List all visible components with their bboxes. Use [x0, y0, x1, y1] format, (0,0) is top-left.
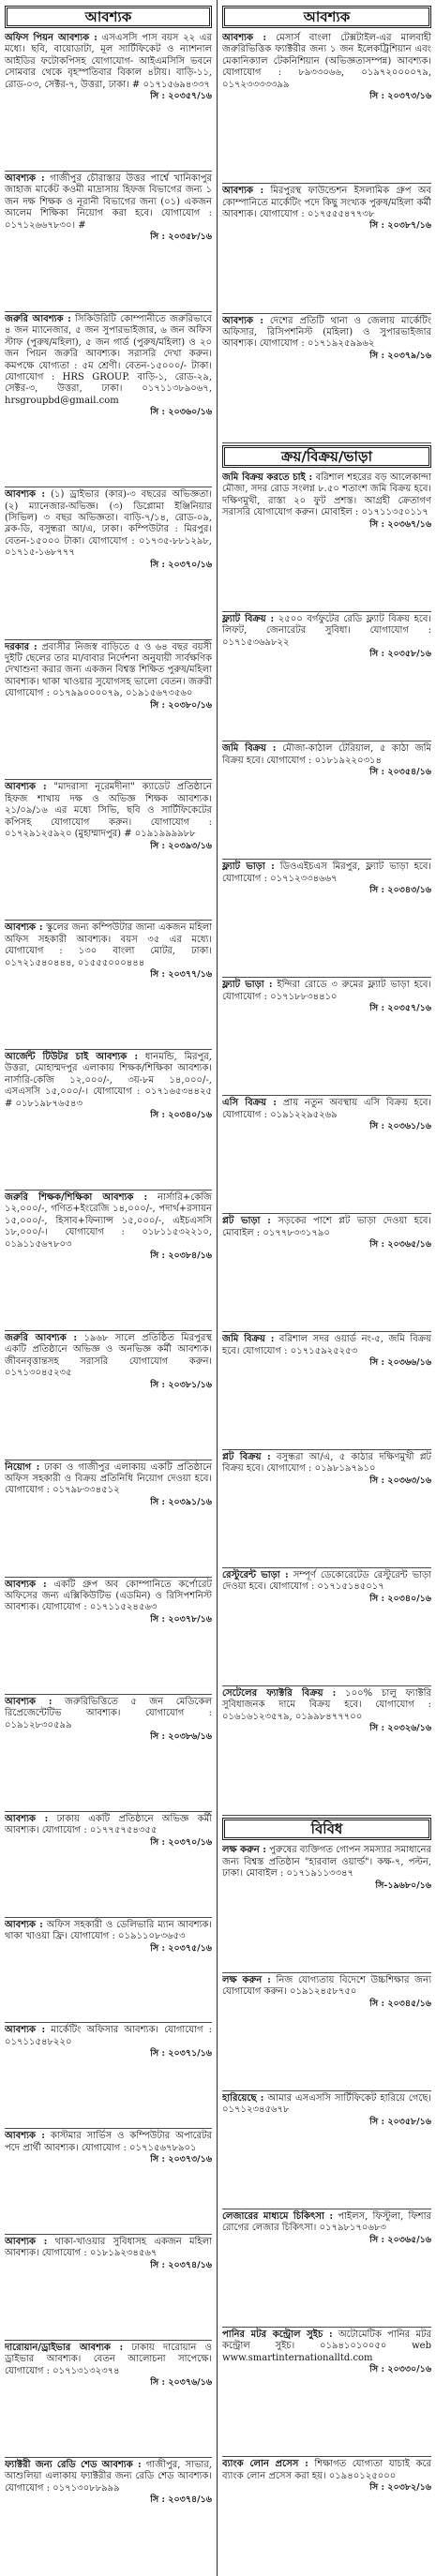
ad-title: আবশ্যক :	[5, 1813, 49, 1824]
ad-title: আর্জেন্ট টিউটর চাই আবশ্যক :	[5, 1052, 139, 1062]
ad-code: সি : ২০৩৯১/১৬	[150, 1496, 212, 1507]
ad-title: জমি বিক্রয় :	[222, 1334, 275, 1345]
section-heading: ক্রয়/বিক্রয়/ভাড়া	[222, 445, 431, 468]
ad-code: সি : ২০৩৫৪/১৬	[369, 766, 431, 777]
ad-title: ফ্ল্যাট বিক্রয় :	[222, 613, 275, 624]
ad-body: ১০০% চালু ফ্যাক্টরি সুবিধাজনক দামে বিক্রয় হবে। যোগাযোগ : ০১৬১৬১২৩৫৭৯, ০১৯৯৮৪৭৭৭০০	[222, 1688, 431, 1722]
ad-body: ঢাকায় একটি প্রতিষ্ঠানে অভিজ্ঞ কর্মী আবশ্যক। যোগাযোগ : ০১৭৭৫৭৫৪৩৫৫	[5, 1813, 212, 1836]
ad-code: সি-১৯৬৮০/১৬	[375, 1880, 431, 1891]
ad-code: সি : ২০৩৭৪/১৬	[150, 2494, 212, 2506]
classified-ad	[5, 31, 212, 172]
ad-title: ব্যাংক লোন প্রসেস :	[222, 2459, 308, 2470]
ad-code: সি : ২০৩৭১/১৬	[150, 2048, 212, 2059]
ad-body: দেশের প্রতিটি থানা ও জেলায় মার্কেটিং অফিসার, রিসিপশনিস্ট (মহিলা) ও সুপারভাইজার আবশ্যক। যোগাযোগ : ০১৭১৯২৫৯৯৬২	[222, 315, 431, 350]
ad-body: সড়কের পাশে প্লট ভাড়া দেওয়া হবে। মোবাইল : ০১৭৭৮৩৩১৭৯০	[222, 1216, 431, 1238]
classified-ad	[5, 1050, 212, 1191]
ad-body: নিজ যোগ্যতায় বিদেশে উচ্চশিক্ষার জন্য যোগাযোগ করুন। ০১৯১২৪৫৮৭৫০	[222, 1974, 431, 1998]
ad-code: সি : ২০৩৩০/১৬	[369, 2364, 431, 2374]
ad-code: সি : ২০৩৫৮/১৬	[369, 2116, 431, 2127]
ad-body: ২৫০০ বর্গফুটের রেডি ফ্ল্যাট বিক্রয় হবে। লিফট, জেনারেটর সুবিধা। যোগাযোগ : ০১৭১৫৩৬৯৮২২	[222, 613, 431, 648]
classified-ad	[5, 2023, 212, 2129]
section-heading: বিবিধ	[222, 1818, 431, 1840]
classified-ad	[5, 172, 212, 312]
ad-title: জমি বিক্রয় করতে চাই :	[222, 472, 313, 483]
ad-code: সি : ২০৩৫৭/১৬	[369, 1002, 431, 1013]
ad-body: "মাদরাসা নূরেমদীনা" ক্যাডেট প্রতিষ্ঠানে হিফজ শাখায় দক্ষ ও অভিজ্ঞ শিক্ষক আবশ্যক। ২১/০৯/১৬ এর মধ্যে সিভি, ছবি ও সার্টিফিকেটের কপিসহ যোগাযোগ করুন। যোগাযোগ : ০১৭২৯১২৫৯২০ (মুহাম্মাদপুর) # ০১৯১৯৯৯৯৮৮	[5, 782, 212, 840]
ad-body: পাইলস, ফিস্টুলা, ফিশার রোগের লেজার চিকিৎসা। ০১৭৯৮১৭০৬৮৩	[222, 2210, 431, 2234]
ad-code: সি : ২০৩৭৩/১৬	[150, 2154, 212, 2165]
ad-code: সি : ২০৩৬৫/১৬	[369, 2234, 431, 2245]
ad-code: সি : ২০৩৭৮/১৬	[150, 1613, 212, 1625]
ad-body: গাজীপুর চৌরাস্তার উত্তর পার্শ্বে খানিকাপুর জাহাজ মার্কেট কওমী মাদ্রাসায় হিফজ বিভাগের জন্য ১ জন দক্ষ শিক্ষক ও নূরানী বিভাগের জন্য (০১) একজন আলেম শিক্ষিকা নিয়োগ করা হবে। যোগাযোগ : ০১৭১২৬৬৭৮৩০। #	[5, 172, 212, 231]
ad-body: মৌজা-কাঠাল টেরিয়াল, ৫ কাঠা জমি বিক্রয় হবে। যোগাযোগ : ০১৮১৯২২০৩১৪	[222, 743, 431, 766]
classified-ad	[222, 1214, 431, 1332]
ad-title: জরুরি আবশ্যক :	[5, 1332, 78, 1343]
ad-body: স্কুলের জন্য কম্পিউটার জানা একজন মহিলা অফিস সহকারী আবশ্যক। বয়স ৩৫ এর মধ্যে। যোগাযোগ : ১৩০ বাংলা মোটর, ঢাকা। ০১৭২১৫৪০৪৪৪, ০১৫৫৫০০০৪৪৪	[5, 922, 212, 968]
ad-body: শিক্ষাগত যোগ্যতা যাচাই করে ব্যাংক লোন প্রসেস করা হয়। ০১৯৪০১২৫০০০	[222, 2459, 431, 2481]
ad-body: (১) ড্রাইভার (কার)-৩ বছরের অভিজ্ঞতা। (২) ম্যানেজার-অভিজ্ঞ। (৩) ডিপ্লোমা ইঞ্জিনিয়ার (সিভিল) ৩ বছর অভিজ্ঞতা। বাড়ি-৭/১৪, রোড-০৯, ব্লক-ডি, বসুন্ধরা আ/এ, ঢাকা। কম্পিউটার : মিরপুর। বেতন-১৫০০০ টাকা। যোগাযোগ : ০১৭৩৫-৮৮১২৯৮, ০১৭১৫-১৬৮৭৭৭	[5, 489, 212, 559]
ad-body: ধানমন্ডি, মিরপুর, উত্তরা, মোহাম্মদপুর এলাকায় শিক্ষক/শিক্ষিকা আবশ্যক। নার্সারি-কেজি ১২,০০০/-, ৩য়-৮ম ১৪,০০০/-, এসএসসি ১৫,০০০/-। যোগাযোগ : ০১৭১৬৫৩৪৪২৫ # ০১৮১৯৮৭৬৫৪৩	[5, 1052, 212, 1109]
ad-title: প্লট বিক্রয় :	[222, 1452, 271, 1463]
ad-code: সি : ২০৩৮০/১৬	[150, 699, 212, 711]
ad-title: আবশ্যক :	[5, 489, 46, 501]
ad-code: সি : ২০৩৭০/১৬	[150, 559, 212, 570]
ad-title: লেজারের মাধ্যমে চিকিৎসা :	[222, 2210, 334, 2222]
ad-body: ডিওএইচএস মিরপুর, ফ্ল্যাট ভাড়া হবে। যোগাযোগ : ০১৭১২৩৩৪৬৬৭	[222, 861, 431, 884]
ad-title: জরুরি আবশ্যক :	[5, 313, 71, 324]
classified-ad	[5, 1918, 212, 2024]
ad-title: হারিয়েছে :	[222, 2092, 264, 2104]
ad-title: দরকার :	[5, 641, 38, 652]
classified-ad	[222, 741, 431, 860]
classified-ad	[222, 2209, 431, 2328]
ad-title: আবশ্যক :	[5, 1579, 47, 1590]
ad-body: নার্সারি+কেজি ১২,০০০/-, গণিত+ইংরেজি ১৪,০০০/-, পদার্থ+রসায়ন ১৫,০০০/-, হিসাব+ফিন্যান্স ১৫,০০০/-, এইচএসসি ১৮,০০০/-। যোগাযোগ : ০১৮১১৫৩২২১০, ০১৯১১৫৬৭৮০৩	[5, 1191, 212, 1250]
ad-code: সি : ২০৩৬৬/১৬	[369, 1356, 431, 1368]
section-heading: আবশ্যক	[5, 6, 212, 28]
classified-ad	[222, 1332, 431, 1450]
ad-title: আবশ্যক :	[5, 2131, 45, 2142]
classified-ad	[5, 2235, 212, 2341]
classified-ad	[5, 780, 212, 921]
ad-body: জরুরিভিত্তিতে ৫ জন মেডিকেল রিপ্রেজেন্টেটিভ আবশ্যক। যোগাযোগ : ০১৯১২৮৩০৫৯৯	[5, 1696, 212, 1730]
ad-body: একটি গ্রুপ অব কোম্পানিতে কর্পোরেট অফিসের জন্য এক্সিকিউটিভ (এডমিন) ও রিসিপশনিস্ট আবশ্যক। যোগাযোগ : ০১৭১১৫২৪৫৬৩	[5, 1579, 212, 1613]
ad-title: এসি বিক্রয় :	[222, 1098, 277, 1109]
classified-ad	[5, 640, 212, 781]
ad-code: সি : ২০৩৯৩/১৬	[150, 840, 212, 851]
ad-code: সি : ২০৩৬১/১৬	[369, 1120, 431, 1131]
classified-ad	[5, 1191, 212, 1331]
ad-body: অফিস সহকারী ও ডেলিভারি ম্যান আবশ্যক। থাকা খাওয়া ফ্রি। যোগাযোগ : ০১৯১১০৮৩৬৫৩	[5, 1919, 212, 1942]
ad-code: সি : ২০৩৬৩/১৬	[369, 1475, 431, 1486]
ad-code: সি : ২০৩৮৭/১৬	[369, 220, 431, 232]
classified-ad	[5, 1460, 212, 1578]
classified-ad	[222, 1568, 431, 1686]
ad-code: সি : ২০৩৫৮/১৬	[150, 232, 212, 242]
ad-body: মিরপুরস্থ ফাউন্ডেশন ইসলামিক গ্রুপ অব কোম্পানিতে মার্কেটিং পদে কিছু সংখ্যক পুরুষ/মহিলা কর্মী আবশ্যক। যোগাযোগ : ০১৭৫৫৫৪৭৭৩৮	[222, 186, 431, 220]
ad-title: প্লট ভাড়া :	[222, 1216, 271, 1227]
ad-code: সি : ২০৩৭৪/১৬	[150, 2259, 212, 2270]
ad-body: এসএসসি পাস বয়স ২২ এর মধ্যে। ছবি, বায়োডাটা, মূল সার্টিফিকেট ও ন্যাশনাল আইডির ফটোকপিসহ যোগাযোগ- আইএমসিসি ভবনে সোমবার থেকে বৃহস্পতিবার বিকাল ৪টায়। বাড়ি-১১, রোড-০৩, সেক্টর-৭, উত্তরা, ঢাকা। # ০১৭১৫৬৯৪৩৩৭	[5, 33, 212, 90]
classified-ad	[5, 1578, 212, 1695]
ad-title: আবশ্যক :	[222, 33, 267, 43]
ad-body: প্রবাসীর নিজস্ব বাড়িতে ৫ ও ৬৪ বছর বয়সী দুইটি ছেলের তার মা/বাবার নির্দেশনা অনুযায়ী সার্বক্ষণিক দেখাশুনা করার জন্য একজন বিশ্বস্ত শিক্ষিত পুরুষ/মহিলা আবশ্যক। থাকা খাওয়ার সুযোগসহ ভালো বেতন। জরুরী যোগাযোগ : ০১৭৯৯০০০০৭৯, ০১৯১৫৬৭৩৫৬০	[5, 641, 212, 699]
ad-title: নিয়োগ :	[5, 1461, 40, 1473]
ad-title: আবশ্যক :	[222, 315, 263, 326]
classified-ad	[5, 487, 212, 639]
classified-ad	[222, 314, 431, 443]
ad-code: সি : ২০৩৫৭/১৬	[150, 91, 212, 102]
ad-title: আবশ্যক :	[5, 172, 45, 184]
classified-ad	[222, 2091, 431, 2209]
ad-title: আবশ্যক :	[5, 782, 47, 793]
ad-code: সি : ২০৩৪০/১৬	[369, 1593, 431, 1604]
ad-title: আবশ্যক :	[5, 2025, 46, 2036]
ad-body: বরিশাল সদর ওয়ার্ড নং-৫, জমি বিক্রয় হবে। যোগাযোগ : ০১৭১৫৯২৫২৫৩	[222, 1334, 431, 1356]
ad-code: সি : ২০৩৮১/১৬	[150, 1379, 212, 1390]
classified-ad	[222, 2328, 431, 2457]
classified-ad	[5, 1331, 212, 1460]
ad-body: আমার এসএসসি সার্টিফিকেট হারিয়ে গেছে। ০১৭১২৩৪৫৬৭৮	[222, 2092, 431, 2116]
classified-ad	[222, 31, 431, 184]
ad-code: সি : ২০৩৬০/১৬	[150, 407, 212, 418]
ad-code: সি : ২০৩৭৭/১৬	[150, 969, 212, 981]
ad-title: আবশ্যক :	[222, 186, 264, 197]
ad-code: সি : ২০৩২৬/১৬	[369, 1723, 431, 1734]
ad-title: ফ্ল্যাট ভাড়া :	[222, 980, 273, 991]
ad-title: পানির মটর কন্ট্রোল সুইচ :	[222, 2329, 333, 2340]
ad-code: সি : ২০৩৭৯/১৬	[369, 350, 431, 361]
right-column	[218, 0, 436, 2576]
classified-ad	[222, 612, 431, 741]
ad-body: ঢাকায় দারোয়ান ও ড্রাইভার আবশ্যক। বেতন আলোচনা সাপেক্ষে। যোগাযোগ : ০১৭১৩১৩২৩৭৪	[5, 2342, 212, 2376]
ad-title: আবশ্যক :	[5, 1919, 43, 1930]
ad-code: সি : ২০৩৪০/১৬	[150, 1110, 212, 1121]
ad-code: সি : ২০৩৭৬/১৬	[150, 2376, 212, 2388]
ad-body: কাস্টমার সার্ভিস ও কম্পিউটার অপারেটর পদে প্রার্থী আবশ্যক। যোগাযোগ : ০১৭১৫৬৭৮৯০১	[5, 2131, 212, 2153]
ad-code: সি : ২০৩৬৭/১৬	[369, 518, 431, 530]
ad-body: গাজীপুর, সাভার, আশুলিয়া এলাকায় ফ্যাক্টরীর জন্য রেডি শেড আবশ্যক। যোগাযোগ : ০১৭১৩০৮৮৯৯৯	[5, 2459, 212, 2494]
classified-ad	[222, 860, 431, 978]
ad-code: সি : ২০৩৬৫/১৬	[369, 1238, 431, 1250]
ad-body: ইন্দিরা রোডে ৩ রুমের ফ্ল্যাট ভাড়া হবে। যোগাযোগ : ০১৭১৮৮৩৪৪১০	[222, 980, 431, 1002]
ad-code: সি : ২০৩৪৩/১৬	[369, 884, 431, 895]
section-heading: আবশ্যক	[222, 6, 431, 28]
classified-ad	[222, 1973, 431, 2091]
classified-ad	[222, 184, 431, 313]
ad-code: সি : ২০৩৭০/১৬	[150, 1836, 212, 1848]
ad-code: সি : ২০৩৮৪/১৬	[150, 1251, 212, 1261]
classified-ad	[222, 2457, 431, 2574]
ad-body: মেসার্স বাংলা টেক্সটাইল-এর মালবাহী জরুরিভিত্তিক ফ্যাক্টরীর জন্য ১ জন ইলেকট্রিশিয়ান এবং মেকানিক্যাল টেকনিশিয়ান (অভিজ্ঞতাসম্পন্ন) আবশ্যক। যোগাযোগ : ৮৯৩৩০৬৬, ০১৯৭২০০০০৭৯, ০১৭২৩৩৩৩৩৯৯	[222, 33, 431, 90]
ad-title: আবশ্যক :	[5, 922, 43, 934]
ad-title: অফিস পিয়ন আবশ্যক :	[5, 33, 98, 43]
classified-ad	[5, 2129, 212, 2235]
ad-title: রেস্টুরেন্ট ভাড়া :	[222, 1570, 289, 1581]
ad-title: আবশ্যক :	[5, 2236, 48, 2247]
ad-code: সি : ২০৩৮৬/১৬	[150, 1731, 212, 1743]
ad-body: মার্কেটিং অফিসার আবশ্যক। যোগাযোগ : ০১৭১১৫৪৮২২০	[5, 2025, 212, 2047]
classified-ad	[222, 1450, 431, 1568]
ad-code: সি : ২০৩৭৩/১৬	[369, 91, 431, 102]
ad-title: লক্ষ করুন :	[222, 1974, 271, 1985]
classified-ad	[5, 1695, 212, 1812]
ad-title: ফ্ল্যাট ভাড়া :	[222, 861, 275, 873]
ad-body: থাকা-খাওয়ার সুবিধাসহ একজন মহিলা আবশ্যক। যোগাযোগ : ০১৮১৯২৩৪৫৬৭	[5, 2236, 212, 2259]
classified-ad	[5, 921, 212, 1050]
classified-ad	[222, 1686, 431, 1816]
ad-code: সি : ২০৩৮২/১৬	[369, 2481, 431, 2493]
ad-body: বরিশাল শহরের বড় আলেকান্দা মৌজা, সদর রোড সংলগ্ন ৮.৫০ শতাংশ জমি বিক্রয় হবে। দক্ষিণমুখী, রাস্তা ২০ ফুট প্রশস্ত। আগ্রহী ক্রেতাগণ সরাসরি যোগাযোগ করুন। মোবাইল : ০১৭১১৩৫০১১৭	[222, 472, 431, 518]
ad-body: ঢাকা ও গাজীপুর এলাকায় একটি প্রতিষ্ঠানে অফিস সহকারী ও বিক্রয় প্রতিনিধি নিয়োগ দেওয়া হবে। যোগাযোগ : ০১৭৯৮৩৩৪৫১২	[5, 1461, 212, 1496]
ad-title: ফ্যাক্টরী জন্য রেডি শেড আবশ্যক :	[5, 2459, 142, 2470]
ad-code: সি : ২০৩৭৫/১৬	[150, 1942, 212, 1954]
ad-title: সেটেলের ফ্যাক্টরি বিক্রয় :	[222, 1688, 337, 1700]
ad-code: সি : ২০৩৫৮/১৬	[369, 649, 431, 659]
classified-ad	[5, 1812, 212, 1918]
ad-title: জরুরি শিক্ষক/শিক্ষিকা আবশ্যক :	[5, 1191, 148, 1203]
classified-ad	[222, 978, 431, 1096]
ad-body: ১৯৬৮ সালে প্রতিষ্ঠিত মিরপুরস্থ একটি প্রতিষ্ঠানে অভিজ্ঞ ও অনভিজ্ঞ কর্মী আবশ্যক। জীবনবৃত্তান্তসহ সরাসরি যোগাযোগ করুন। ০১৭১৩০৪৫২৩৫	[5, 1332, 212, 1379]
ad-code: সি : ২০৩৪৫/১৬	[369, 1998, 431, 2009]
ad-title: লক্ষ করুন :	[222, 1845, 266, 1856]
ad-body: সম্পূর্ণ ডেকোরেটেড রেস্টুরেন্ট ভাড়া দেওয়া হবে। যোগাযোগ : ০১৭১৫১৪৫০১৭	[222, 1570, 431, 1593]
ad-body: বসুন্ধরা আ/এ, ৫ কাঠার দক্ষিণমুখী প্লট বিক্রয় হবে। যোগাযোগ : ০১৯৮১৯৭৯১০	[222, 1452, 431, 1475]
ad-body: সিকিউরিটি কোম্পানীতে জরুরিভাবে ৪ জন ম্যানেজার, ৫ জন সুপারভাইজার, ৬ জন অফিস স্টাফ (পুরুষ/মহিলা), ৫ জন গার্ড (পুরুষ/মহিলা) ও ২০ জন পিয়ন জরুরি আবশ্যক। সরাসরি দেখা করুন। কমপক্ষে যোগ্যতা : ৫ম শ্রেণী। বেতন-১৫০০০/- টাকা। যোগাযোগ : HRS GROUP. বাড়ি-১, রোড-২৯, সেক্টর-৩, উত্তরা, ঢাকা। ০১৭১১৩৮৯০৬৭, hrsgroupbd@gmail.com	[5, 313, 212, 406]
classified-ad	[5, 2458, 212, 2574]
ad-title: দারোয়ান/ড্রাইভার আবশ্যক :	[5, 2342, 124, 2353]
ad-title: জমি বিক্রয় :	[222, 743, 277, 755]
ad-body: প্রায় নতুন অবস্থায় এসি বিক্রয় হবে। যোগাযোগ : ০১৯১২২৯৫২৬৯	[222, 1098, 431, 1120]
ad-title: আবশ্যক :	[5, 1696, 53, 1707]
classified-ad	[222, 471, 431, 612]
ad-body: পুরুষের ব্যক্তিগত গোপন সমস্যার সমাধানের জন্য বিশ্বস্ত প্রতিষ্ঠান "হারবাল ওয়ার্ল্ড"। কক্ষ-৭, পল্টন, ঢাকা। মোবাইল : ০১৭১৯১১৩৩৪৭	[222, 1845, 431, 1880]
ad-body: অটোমেটিক পানির মটর কন্ট্রোল সুইচ। ০১৯৪১০১০০৫০ web www.smartinternationalltd.com	[222, 2329, 431, 2363]
classified-ad	[222, 1843, 431, 1972]
classified-ad	[5, 2341, 212, 2458]
classified-ad	[222, 1096, 431, 1214]
classified-ad	[5, 312, 212, 487]
